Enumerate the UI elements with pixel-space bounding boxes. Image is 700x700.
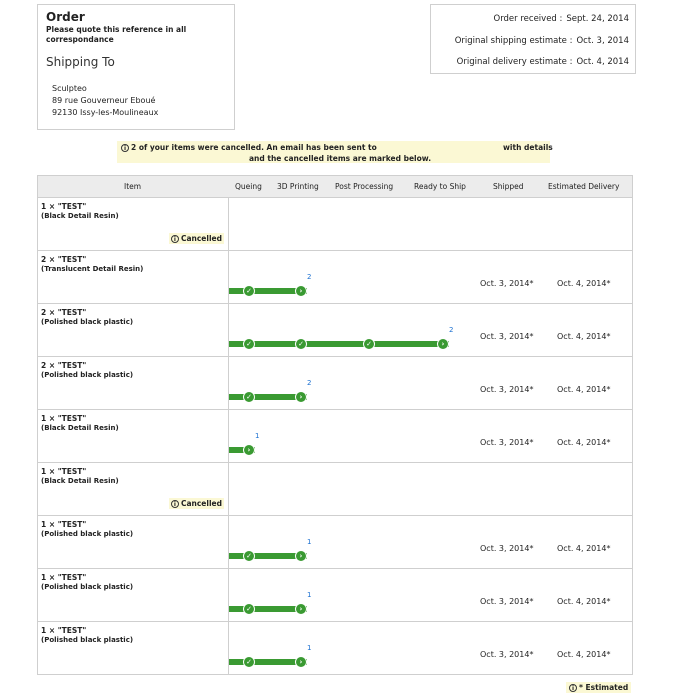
order-note: Please quote this reference in all correspondance (46, 25, 187, 44)
item-material: (Polished black plastic) (41, 530, 134, 538)
stage-count: 1 (255, 432, 260, 440)
item-material: (Polished black plastic) (41, 583, 134, 591)
item-quantity: 1 × "TEST" (41, 626, 87, 635)
col-post-processing: Post Processing (335, 182, 394, 191)
col-queing: Queing (235, 182, 262, 191)
table-row (38, 251, 632, 304)
shipping-to-label: Shipping To (46, 55, 115, 69)
cancelled-badge: i Cancelled (169, 233, 224, 244)
item-cell (38, 357, 229, 409)
table-row (38, 304, 632, 357)
stage-count: 1 (307, 644, 312, 652)
table-row (38, 516, 632, 569)
item-quantity: 1 × "TEST" (41, 467, 87, 476)
address-line: 92130 Issy-les-Moulineaux (52, 108, 159, 117)
table-row (38, 622, 632, 674)
current-stage-icon: › (437, 338, 449, 350)
delivery-date: Oct. 4, 2014* (557, 438, 611, 447)
current-stage-icon: › (295, 603, 307, 615)
info-icon: i (171, 235, 179, 243)
stage-check-icon: ✓ (243, 285, 255, 297)
progress-track (229, 410, 449, 462)
item-material: (Polished black plastic) (41, 636, 134, 644)
item-quantity: 1 × "TEST" (41, 520, 87, 529)
table-row (38, 463, 632, 516)
item-quantity: 1 × "TEST" (41, 573, 87, 582)
table-row (38, 410, 632, 463)
stage-check-icon: ✓ (243, 391, 255, 403)
item-cell (38, 622, 229, 674)
current-stage-icon: › (295, 550, 307, 562)
stage-count: 2 (307, 379, 312, 387)
col-item: Item (124, 182, 142, 191)
order-dates-box (430, 4, 636, 74)
progress-track (229, 569, 449, 621)
table-row (38, 198, 632, 251)
stage-check-icon: ✓ (363, 338, 375, 350)
table-row (38, 569, 632, 622)
item-material: (Translucent Detail Resin) (41, 265, 144, 273)
progress-track (229, 622, 449, 674)
stage-check-icon: ✓ (295, 338, 307, 350)
current-stage-icon: › (243, 444, 255, 456)
shipping-address (52, 83, 158, 119)
info-icon: i (569, 684, 577, 692)
stage-check-icon: ✓ (243, 603, 255, 615)
stage-count: 1 (307, 538, 312, 546)
table-row (38, 357, 632, 410)
current-stage-icon: › (295, 391, 307, 403)
shipping-estimate-row: Original shipping estimate : Oct. 3, 2014 (454, 36, 629, 46)
table-header (38, 176, 632, 198)
col-3d-printing: 3D Printing (277, 182, 319, 191)
cancelled-badge: i Cancelled (169, 498, 224, 509)
item-material: (Black Detail Resin) (41, 424, 119, 432)
info-icon: i (171, 500, 179, 508)
info-icon: i (121, 144, 129, 152)
delivery-date: Oct. 4, 2014* (557, 650, 611, 659)
address-line: 89 rue Gouverneur Eboué (52, 96, 156, 105)
item-quantity: 1 × "TEST" (41, 414, 87, 423)
current-stage-icon: › (295, 285, 307, 297)
col-ready-to-ship: Ready to Ship (414, 182, 466, 191)
stage-count: 2 (449, 326, 454, 334)
item-quantity: 2 × "TEST" (41, 361, 87, 370)
delivery-date: Oct. 4, 2014* (557, 332, 611, 341)
shipped-date: Oct. 3, 2014* (480, 332, 534, 341)
shipped-date: Oct. 3, 2014* (480, 597, 534, 606)
delivery-estimate-row: Original delivery estimate : Oct. 4, 2014 (456, 57, 629, 67)
order-title: Order (46, 10, 85, 24)
shipped-date: Oct. 3, 2014* (480, 385, 534, 394)
shipped-date: Oct. 3, 2014* (480, 544, 534, 553)
delivery-date: Oct. 4, 2014* (557, 597, 611, 606)
stage-check-icon: ✓ (243, 550, 255, 562)
delivery-date: Oct. 4, 2014* (557, 279, 611, 288)
order-received-row: Order received : Sept. 24, 2014 (493, 14, 629, 24)
col-estimated-delivery: Estimated Delivery (548, 182, 620, 191)
order-box (37, 4, 235, 130)
stage-check-icon: ✓ (243, 656, 255, 668)
shipped-date: Oct. 3, 2014* (480, 279, 534, 288)
shipped-date: Oct. 3, 2014* (480, 650, 534, 659)
item-material: (Black Detail Resin) (41, 212, 119, 220)
item-material: (Polished black plastic) (41, 371, 134, 379)
progress-bar (229, 341, 449, 347)
stage-check-icon: ✓ (243, 338, 255, 350)
item-cell (38, 304, 229, 356)
delivery-date: Oct. 4, 2014* (557, 544, 611, 553)
item-quantity: 2 × "TEST" (41, 308, 87, 317)
progress-track (229, 357, 449, 409)
current-stage-icon: › (295, 656, 307, 668)
item-material: (Polished black plastic) (41, 318, 134, 326)
item-cell (38, 516, 229, 568)
progress-track (229, 304, 454, 356)
item-quantity: 1 × "TEST" (41, 202, 87, 211)
item-cell (38, 198, 229, 250)
item-cell (38, 410, 229, 462)
item-material: (Black Detail Resin) (41, 477, 119, 485)
stage-count: 2 (307, 273, 312, 281)
shipped-date: Oct. 3, 2014* (480, 438, 534, 447)
item-cell (38, 463, 229, 515)
stage-count: 1 (307, 591, 312, 599)
estimated-legend: i * Estimated (566, 682, 631, 693)
order-items-table (37, 175, 633, 675)
item-quantity: 2 × "TEST" (41, 255, 87, 264)
item-cell (38, 251, 229, 303)
address-line: Sculpteo (52, 84, 87, 93)
delivery-date: Oct. 4, 2014* (557, 385, 611, 394)
progress-track (229, 251, 449, 303)
item-cell (38, 569, 229, 621)
cancellation-notice: i 2 of your items were cancelled. An email has been sent to with details and the cancelled items are marked below. (117, 141, 550, 163)
progress-track (229, 516, 449, 568)
col-shipped: Shipped (493, 182, 524, 191)
